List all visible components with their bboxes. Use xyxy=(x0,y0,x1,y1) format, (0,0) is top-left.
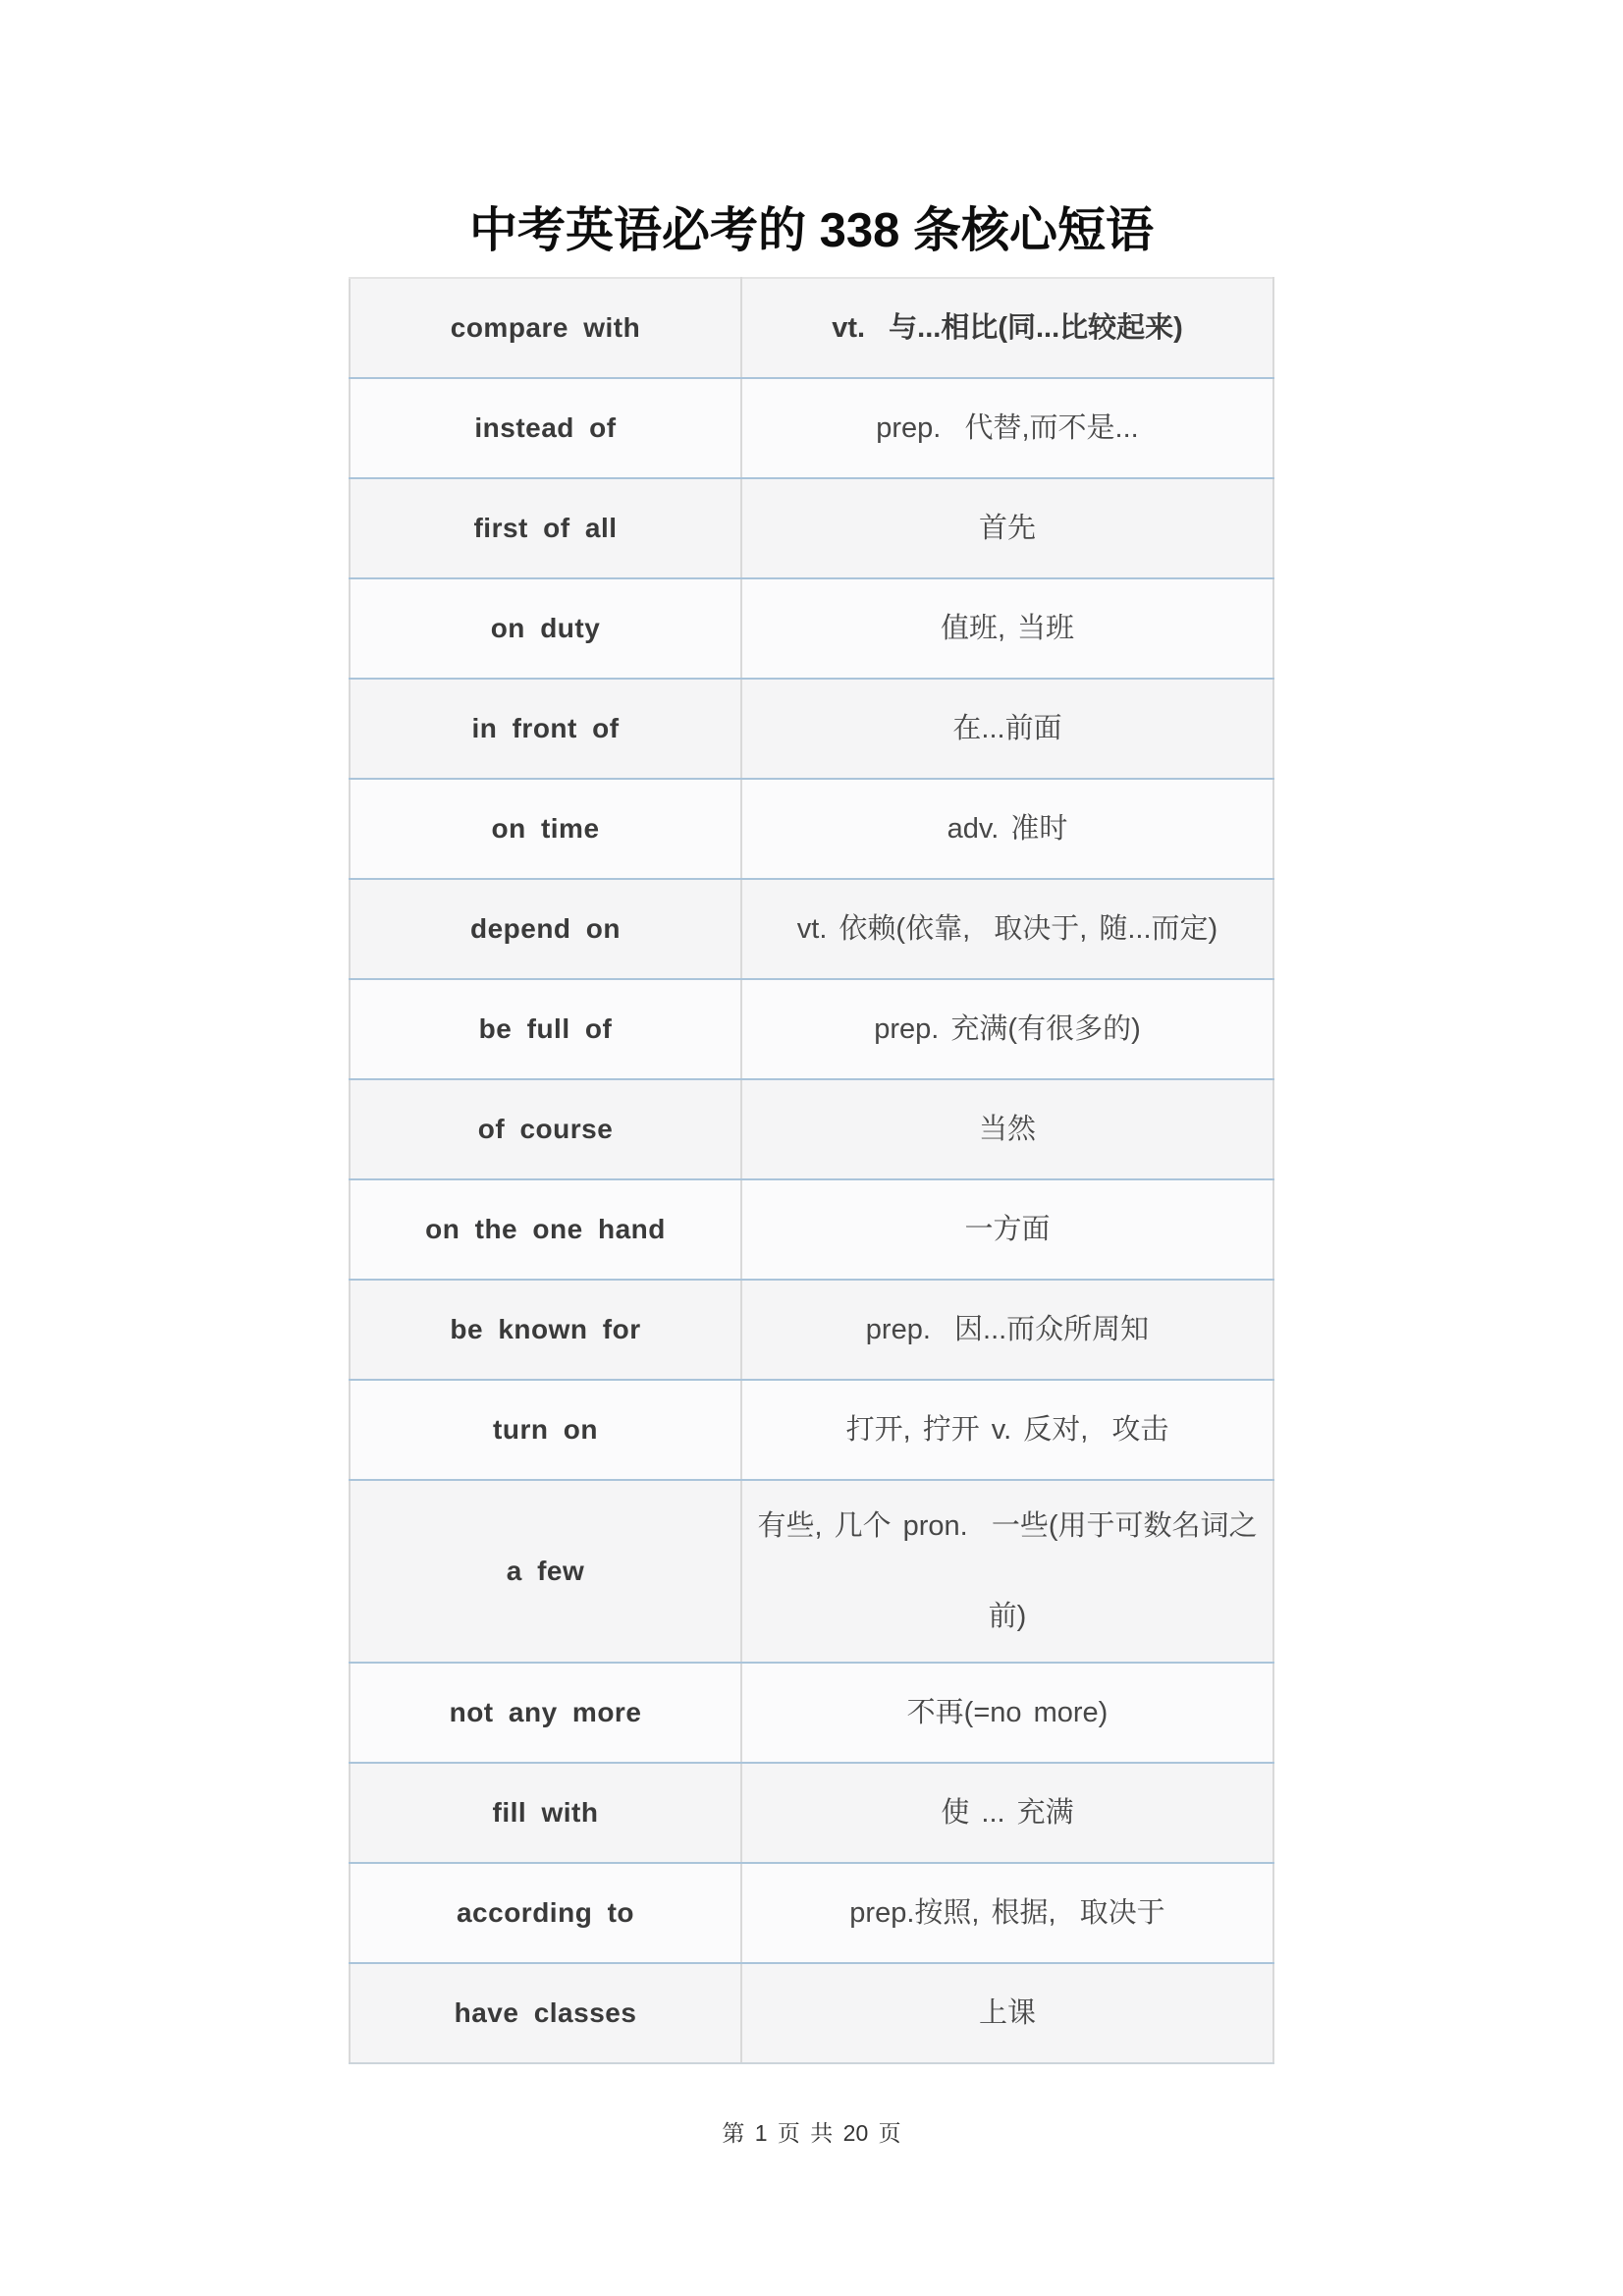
phrase-cell: be known for xyxy=(350,1280,741,1380)
phrase-cell: not any more xyxy=(350,1663,741,1763)
table-row xyxy=(350,278,1273,378)
phrase-cell: depend on xyxy=(350,879,741,979)
table-row xyxy=(350,679,1273,779)
phrase-cell: first of all xyxy=(350,478,741,578)
table-row xyxy=(350,779,1273,879)
page-title: 中考英语必考的 338 条核心短语 xyxy=(469,204,1154,257)
meaning-cell: 不再(=no more) xyxy=(741,1663,1273,1763)
phrase-table-body xyxy=(350,278,1273,2063)
table-row xyxy=(350,378,1273,478)
meaning-cell: prep. 代替,而不是... xyxy=(741,378,1273,478)
table-row xyxy=(350,1763,1273,1863)
phrase-cell: turn on xyxy=(350,1380,741,1480)
table-row xyxy=(350,1480,1273,1663)
phrase-cell: according to xyxy=(350,1863,741,1963)
phrase-cell: be full of xyxy=(350,979,741,1079)
meaning-cell: vt. 依赖(依靠, 取决于, 随...而定) xyxy=(741,879,1273,979)
table-row xyxy=(350,1179,1273,1280)
meaning-cell: 值班, 当班 xyxy=(741,578,1273,679)
table-row xyxy=(350,1079,1273,1179)
table-row xyxy=(350,979,1273,1079)
phrase-cell: on time xyxy=(350,779,741,879)
meaning-cell: adv. 准时 xyxy=(741,779,1273,879)
phrase-table xyxy=(349,277,1274,2064)
table-row xyxy=(350,879,1273,979)
meaning-cell: prep. 充满(有很多的) xyxy=(741,979,1273,1079)
meaning-cell: vt. 与...相比(同...比较起来) xyxy=(741,278,1273,378)
table-row xyxy=(350,578,1273,679)
meaning-cell: 在...前面 xyxy=(741,679,1273,779)
phrase-cell: fill with xyxy=(350,1763,741,1863)
phrase-cell: have classes xyxy=(350,1963,741,2063)
table-row xyxy=(350,1963,1273,2063)
meaning-cell: prep.按照, 根据, 取决于 xyxy=(741,1863,1273,1963)
table-row xyxy=(350,1663,1273,1763)
table-row xyxy=(350,1380,1273,1480)
meaning-cell: 使 ... 充满 xyxy=(741,1763,1273,1863)
meaning-cell: prep. 因...而众所周知 xyxy=(741,1280,1273,1380)
meaning-cell: 打开, 拧开 v. 反对, 攻击 xyxy=(741,1380,1273,1480)
phrase-cell: on the one hand xyxy=(350,1179,741,1280)
table-row xyxy=(350,478,1273,578)
meaning-cell: 有些, 几个 pron. 一些(用于可数名词之前) xyxy=(741,1480,1273,1663)
table-row xyxy=(350,1863,1273,1963)
meaning-cell: 一方面 xyxy=(741,1179,1273,1280)
meaning-cell: 上课 xyxy=(741,1963,1273,2063)
page-number: 第 1 页 共 20 页 xyxy=(722,2119,901,2146)
phrase-cell: a few xyxy=(350,1480,741,1663)
phrase-cell: compare with xyxy=(350,278,741,378)
table-row xyxy=(350,1280,1273,1380)
phrase-cell: of course xyxy=(350,1079,741,1179)
phrase-cell: in front of xyxy=(350,679,741,779)
meaning-cell: 当然 xyxy=(741,1079,1273,1179)
meaning-cell: 首先 xyxy=(741,478,1273,578)
phrase-cell: on duty xyxy=(350,578,741,679)
phrase-cell: instead of xyxy=(350,378,741,478)
